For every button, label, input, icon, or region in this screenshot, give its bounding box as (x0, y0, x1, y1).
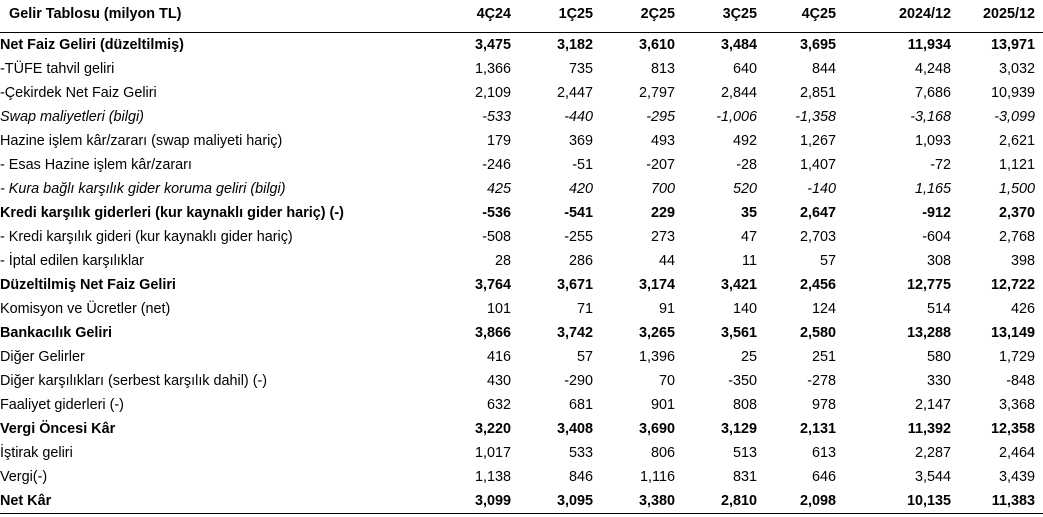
cell-value: 3,610 (638, 37, 675, 53)
cell-value: 2,098 (757, 489, 836, 514)
cell-value: 1,729 (998, 349, 1035, 365)
cell-value: 28 (494, 253, 511, 269)
cell-value: 7,686 (914, 85, 951, 101)
cell-value: 11,383 (951, 489, 1035, 514)
column-header-1c25: 1Ç25 (511, 0, 593, 33)
cell-value: 416 (486, 349, 511, 365)
table-row (0, 273, 1043, 297)
cell-value: 2,147 (914, 397, 951, 413)
cell-value: 492 (732, 133, 757, 149)
cell-value: -848 (1006, 373, 1035, 389)
cell-value: 12,358 (990, 421, 1035, 437)
cell-value: 580 (926, 349, 951, 365)
cell-value: 4,248 (914, 61, 951, 77)
cell-value: 3,695 (799, 37, 836, 53)
cell-value: 57 (819, 253, 836, 269)
cell-value: 3,421 (720, 277, 757, 293)
table-row (0, 417, 1043, 441)
row-label: -TÜFE tahvil geliri (0, 61, 115, 77)
row-spacer (1035, 81, 1043, 105)
cell-value: 140 (732, 301, 757, 317)
cell-value: -140 (807, 181, 836, 197)
table-row (0, 369, 1043, 393)
cell-value: -440 (564, 109, 593, 125)
cell-value: 25 (740, 349, 757, 365)
row-spacer (1035, 177, 1043, 201)
cell-value: 2,447 (556, 85, 593, 101)
table-row (0, 57, 1043, 81)
cell-value: 831 (732, 469, 757, 485)
cell-value: 286 (568, 253, 593, 269)
cell-value: 1,407 (799, 157, 836, 173)
table-header-row (0, 0, 1043, 33)
row-spacer (1035, 441, 1043, 465)
table-row (0, 465, 1043, 489)
row-spacer (1035, 153, 1043, 177)
cell-value: 13,149 (990, 325, 1035, 341)
cell-value: 179 (486, 133, 511, 149)
row-spacer (1035, 249, 1043, 273)
cell-value: 735 (568, 61, 593, 77)
cell-value: 2,580 (799, 325, 836, 341)
row-label: Komisyon ve Ücretler (net) (0, 301, 171, 317)
cell-value: -51 (572, 157, 593, 173)
cell-value: 3,764 (474, 277, 511, 293)
cell-value: 3,129 (720, 421, 757, 437)
row-label: Bankacılık Geliri (0, 325, 112, 341)
table-row (0, 321, 1043, 345)
cell-value: -1,006 (716, 109, 757, 125)
cell-value: 3,099 (429, 489, 511, 514)
cell-value: 398 (1010, 253, 1035, 269)
cell-value: 806 (650, 445, 675, 461)
table-row (0, 105, 1043, 129)
row-label: - Kredi karşılık gideri (kur kaynaklı gider hariç) (0, 229, 293, 245)
cell-value: 101 (486, 301, 511, 317)
cell-value: 646 (811, 469, 836, 485)
cell-value: 2,768 (998, 229, 1035, 245)
row-label: İştirak geliri (0, 445, 73, 461)
row-spacer (1035, 57, 1043, 81)
row-label: Swap maliyetleri (bilgi) (0, 109, 144, 125)
column-header-2025-12: 2025/12 (951, 0, 1035, 33)
cell-value: -28 (736, 157, 757, 173)
cell-value: 11,934 (907, 37, 951, 53)
cell-value: 613 (811, 445, 836, 461)
cell-value: 1,267 (799, 133, 836, 149)
cell-value: 533 (568, 445, 593, 461)
cell-value: -278 (807, 373, 836, 389)
cell-value: -295 (646, 109, 675, 125)
row-label: Net Faiz Geliri (düzeltilmiş) (0, 37, 184, 53)
table-row (0, 297, 1043, 321)
cell-value: 2,370 (998, 205, 1035, 221)
header-spacer (1035, 0, 1043, 33)
cell-value: 700 (650, 181, 675, 197)
column-header-4c24: 4Ç24 (429, 0, 511, 33)
cell-value: 3,265 (638, 325, 675, 341)
row-label: Diğer karşılıkları (serbest karşılık dahil) (-) (0, 373, 268, 389)
cell-value: 2,810 (675, 489, 757, 514)
cell-value: -533 (482, 109, 511, 125)
cell-value: 3,032 (998, 61, 1035, 77)
cell-value: 3,690 (638, 421, 675, 437)
row-label: Net Kâr (0, 489, 429, 514)
row-label: Faaliyet giderleri (-) (0, 397, 124, 413)
cell-value: 813 (650, 61, 675, 77)
row-label: Vergi Öncesi Kâr (0, 421, 116, 437)
cell-value: -246 (482, 157, 511, 173)
row-spacer (1035, 321, 1043, 345)
table-row (0, 441, 1043, 465)
cell-value: 3,095 (511, 489, 593, 514)
cell-value: -508 (482, 229, 511, 245)
cell-value: 1,017 (474, 445, 511, 461)
cell-value: 1,396 (638, 349, 675, 365)
row-spacer (1035, 201, 1043, 225)
row-label: Diğer Gelirler (0, 349, 85, 365)
cell-value: -72 (930, 157, 951, 173)
cell-value: 1,366 (474, 61, 511, 77)
cell-value: 493 (650, 133, 675, 149)
row-label: Hazine işlem kâr/zararı (swap maliyeti hariç) (0, 133, 283, 149)
cell-value: 3,408 (556, 421, 593, 437)
table-title: Gelir Tablosu (milyon TL) (0, 0, 429, 33)
row-spacer (1035, 129, 1043, 153)
column-header-4c25: 4Ç25 (757, 0, 836, 33)
cell-value: -255 (564, 229, 593, 245)
cell-value: 2,844 (720, 85, 757, 101)
cell-value: 12,722 (990, 277, 1035, 293)
cell-value: 1,116 (640, 469, 675, 485)
column-header-2c25: 2Ç25 (593, 0, 675, 33)
cell-value: 3,866 (474, 325, 511, 341)
cell-value: 514 (926, 301, 951, 317)
table-row (0, 393, 1043, 417)
cell-value: 3,380 (593, 489, 675, 514)
table-row (0, 345, 1043, 369)
cell-value: 44 (658, 253, 675, 269)
cell-value: 1,138 (474, 469, 511, 485)
cell-value: 1,121 (998, 157, 1035, 173)
row-label: - İptal edilen karşılıklar (0, 253, 144, 269)
cell-value: 2,621 (998, 133, 1035, 149)
cell-value: 124 (811, 301, 836, 317)
row-spacer (1035, 489, 1043, 514)
cell-value: 426 (1010, 301, 1035, 317)
cell-value: 2,464 (998, 445, 1035, 461)
row-label: Kredi karşılık giderleri (kur kaynaklı gider hariç) (-) (0, 205, 344, 221)
cell-value: -1,358 (795, 109, 836, 125)
cell-value: 1,093 (914, 133, 951, 149)
row-spacer (1035, 105, 1043, 129)
cell-value: 13,971 (990, 37, 1035, 53)
cell-value: 3,561 (720, 325, 757, 341)
cell-value: 520 (732, 181, 757, 197)
cell-value: 11 (742, 253, 757, 269)
table-row (0, 33, 1043, 58)
cell-value: 3,220 (474, 421, 511, 437)
cell-value: 3,182 (556, 37, 593, 53)
cell-value: 11,392 (907, 421, 951, 437)
cell-value: 308 (926, 253, 951, 269)
cell-value: 2,109 (474, 85, 511, 101)
table-body (0, 33, 1043, 514)
cell-value: 13,288 (906, 325, 951, 341)
cell-value: 430 (486, 373, 511, 389)
cell-value: 57 (576, 349, 593, 365)
cell-value: 71 (576, 301, 593, 317)
row-spacer (1035, 465, 1043, 489)
table-row (0, 129, 1043, 153)
cell-value: 70 (658, 373, 675, 389)
cell-value: 3,544 (914, 469, 951, 485)
cell-value: 978 (811, 397, 836, 413)
cell-value: 420 (568, 181, 593, 197)
cell-value: 2,851 (799, 85, 836, 101)
row-spacer (1035, 225, 1043, 249)
cell-value: -350 (728, 373, 757, 389)
cell-value: 1,500 (998, 181, 1035, 197)
cell-value: 640 (732, 61, 757, 77)
cell-value: -3,099 (994, 109, 1035, 125)
cell-value: 47 (740, 229, 757, 245)
cell-value: 3,671 (556, 277, 593, 293)
cell-value: 369 (568, 133, 593, 149)
table-row (0, 153, 1043, 177)
cell-value: 330 (926, 373, 951, 389)
row-spacer (1035, 33, 1043, 58)
table-row (0, 225, 1043, 249)
cell-value: 12,775 (906, 277, 951, 293)
cell-value: 2,647 (799, 205, 836, 221)
row-label: Vergi(-) (0, 469, 48, 485)
cell-value: 3,742 (556, 325, 593, 341)
column-header-2024-12: 2024/12 (836, 0, 951, 33)
row-spacer (1035, 273, 1043, 297)
cell-value: 251 (811, 349, 836, 365)
cell-value: 3,174 (638, 277, 675, 293)
cell-value: 35 (740, 205, 757, 221)
cell-value: 632 (486, 397, 511, 413)
table-row (0, 177, 1043, 201)
row-label: - Esas Hazine işlem kâr/zararı (0, 157, 192, 173)
cell-value: 3,484 (720, 37, 757, 53)
row-spacer (1035, 297, 1043, 321)
column-header-3c25: 3Ç25 (675, 0, 757, 33)
cell-value: -536 (482, 205, 511, 221)
row-label: - Kura bağlı karşılık gider koruma geliri (bilgi) (0, 181, 286, 197)
row-label: Düzeltilmiş Net Faiz Geliri (0, 277, 176, 293)
cell-value: 2,456 (799, 277, 836, 293)
cell-value: 229 (650, 205, 675, 221)
table-row (0, 249, 1043, 273)
cell-value: 808 (732, 397, 757, 413)
cell-value: -541 (564, 205, 593, 221)
cell-value: 3,475 (474, 37, 511, 53)
cell-value: 2,703 (799, 229, 836, 245)
cell-value: 425 (486, 181, 511, 197)
row-spacer (1035, 345, 1043, 369)
row-label: -Çekirdek Net Faiz Geliri (0, 85, 157, 101)
cell-value: -290 (564, 373, 593, 389)
cell-value: 1,165 (914, 181, 951, 197)
row-spacer (1035, 417, 1043, 441)
cell-value: -604 (922, 229, 951, 245)
cell-value: 844 (811, 61, 836, 77)
cell-value: 10,135 (836, 489, 951, 514)
cell-value: -3,168 (910, 109, 951, 125)
cell-value: 681 (568, 397, 593, 413)
cell-value: 10,939 (990, 85, 1035, 101)
cell-value: 2,287 (914, 445, 951, 461)
cell-value: 273 (650, 229, 675, 245)
row-spacer (1035, 369, 1043, 393)
cell-value: 901 (650, 397, 675, 413)
row-spacer (1035, 393, 1043, 417)
cell-value: 3,439 (998, 469, 1035, 485)
cell-value: 2,797 (638, 85, 675, 101)
cell-value: -912 (922, 205, 951, 221)
table-row (0, 489, 1043, 514)
table-row (0, 201, 1043, 225)
table-row (0, 81, 1043, 105)
cell-value: 513 (732, 445, 757, 461)
cell-value: 91 (658, 301, 675, 317)
cell-value: -207 (646, 157, 675, 173)
cell-value: 3,368 (998, 397, 1035, 413)
cell-value: 846 (568, 469, 593, 485)
cell-value: 2,131 (799, 421, 836, 437)
